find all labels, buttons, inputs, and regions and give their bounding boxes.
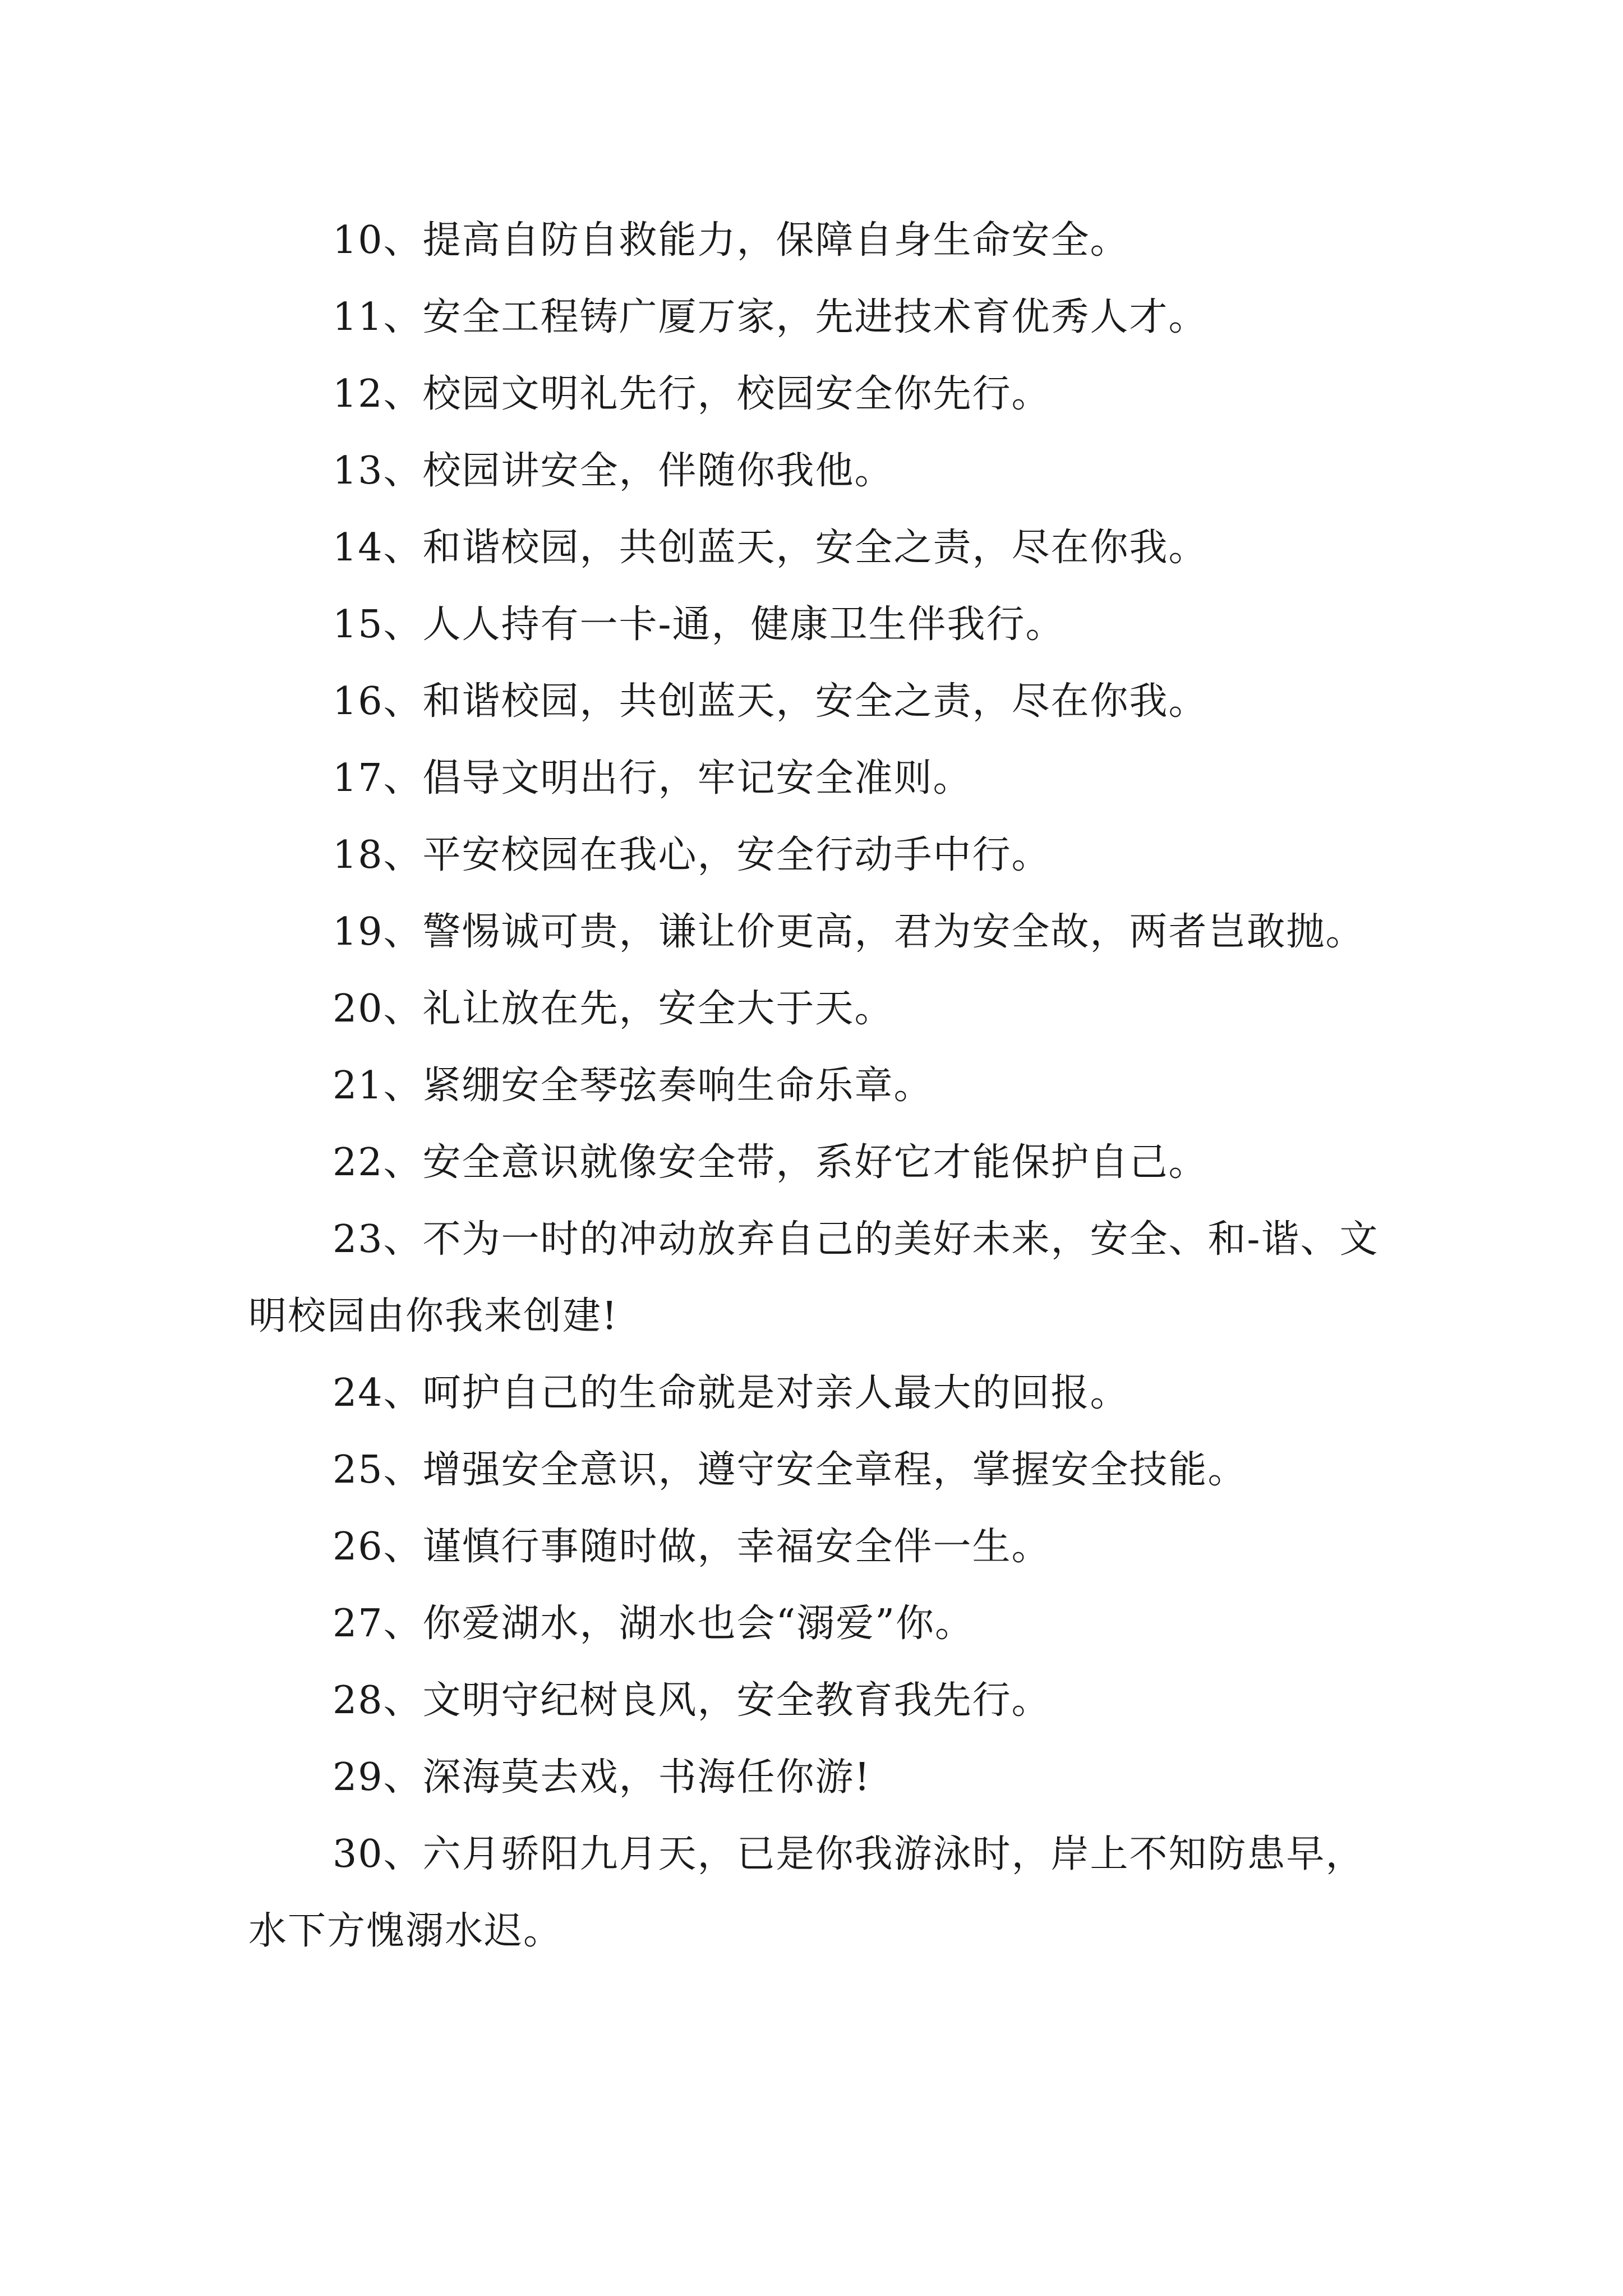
slogan-item-22: 22、安全意识就像安全带，系好它才能保护自己。: [333, 1140, 1208, 1185]
slogan-item-23: 23、不为一时的冲动放弃自己的美好未来，安全、和-谐、文明校园由你我来创建!: [248, 1217, 1379, 1338]
slogan-item-18: 18、平安校园在我心，安全行动手中行。: [333, 833, 1051, 877]
slogan-item-25: 25、增强安全意识，遵守安全章程，掌握安全技能。: [333, 1448, 1247, 1492]
slogan-list: [248, 202, 1387, 1970]
slogan-item-17: 17、倡导文明出行，牢记安全准则。: [333, 756, 972, 800]
slogan-item-27: 27、你爱湖水，湖水也会“溺爱”你。: [333, 1602, 975, 1646]
slogan-item-10: 10、提高自防自救能力，保障自身生命安全。: [333, 218, 1129, 263]
slogan-item-29: 29、深海莫去戏，书海任你游!: [333, 1755, 871, 1800]
slogan-item-16: 16、和谐校园，共创蓝天，安全之责，尽在你我。: [333, 679, 1208, 724]
slogan-item-20: 20、礼让放在先，安全大于天。: [333, 987, 894, 1031]
slogan-item-21: 21、紧绷安全琴弦奏响生命乐章。: [333, 1064, 933, 1108]
slogan-item-11: 11、安全工程铸广厦万家，先进技术育优秀人才。: [333, 295, 1208, 339]
slogan-item-24: 24、呵护自己的生命就是对亲人最大的回报。: [333, 1371, 1129, 1415]
slogan-item-26: 26、谨慎行事随时做，幸福安全伴一生。: [333, 1525, 1051, 1569]
slogan-item-30: 30、六月骄阳九月天，已是你我游泳时，岸上不知防患早，水下方愧溺水迟。: [248, 1832, 1365, 1953]
slogan-item-12: 12、校园文明礼先行，校园安全你先行。: [333, 372, 1051, 416]
slogan-item-28: 28、文明守纪树良风，安全教育我先行。: [333, 1678, 1051, 1723]
slogan-item-14: 14、和谐校园，共创蓝天，安全之责，尽在你我。: [333, 526, 1208, 570]
slogan-item-19: 19、警惕诚可贵，谦让价更高，君为安全故，两者岂敢抛。: [333, 910, 1365, 954]
slogan-item-13: 13、校园讲安全，伴随你我他。: [333, 449, 894, 493]
slogan-item-15: 15、人人持有一卡-通，健康卫生伴我行。: [333, 602, 1065, 647]
